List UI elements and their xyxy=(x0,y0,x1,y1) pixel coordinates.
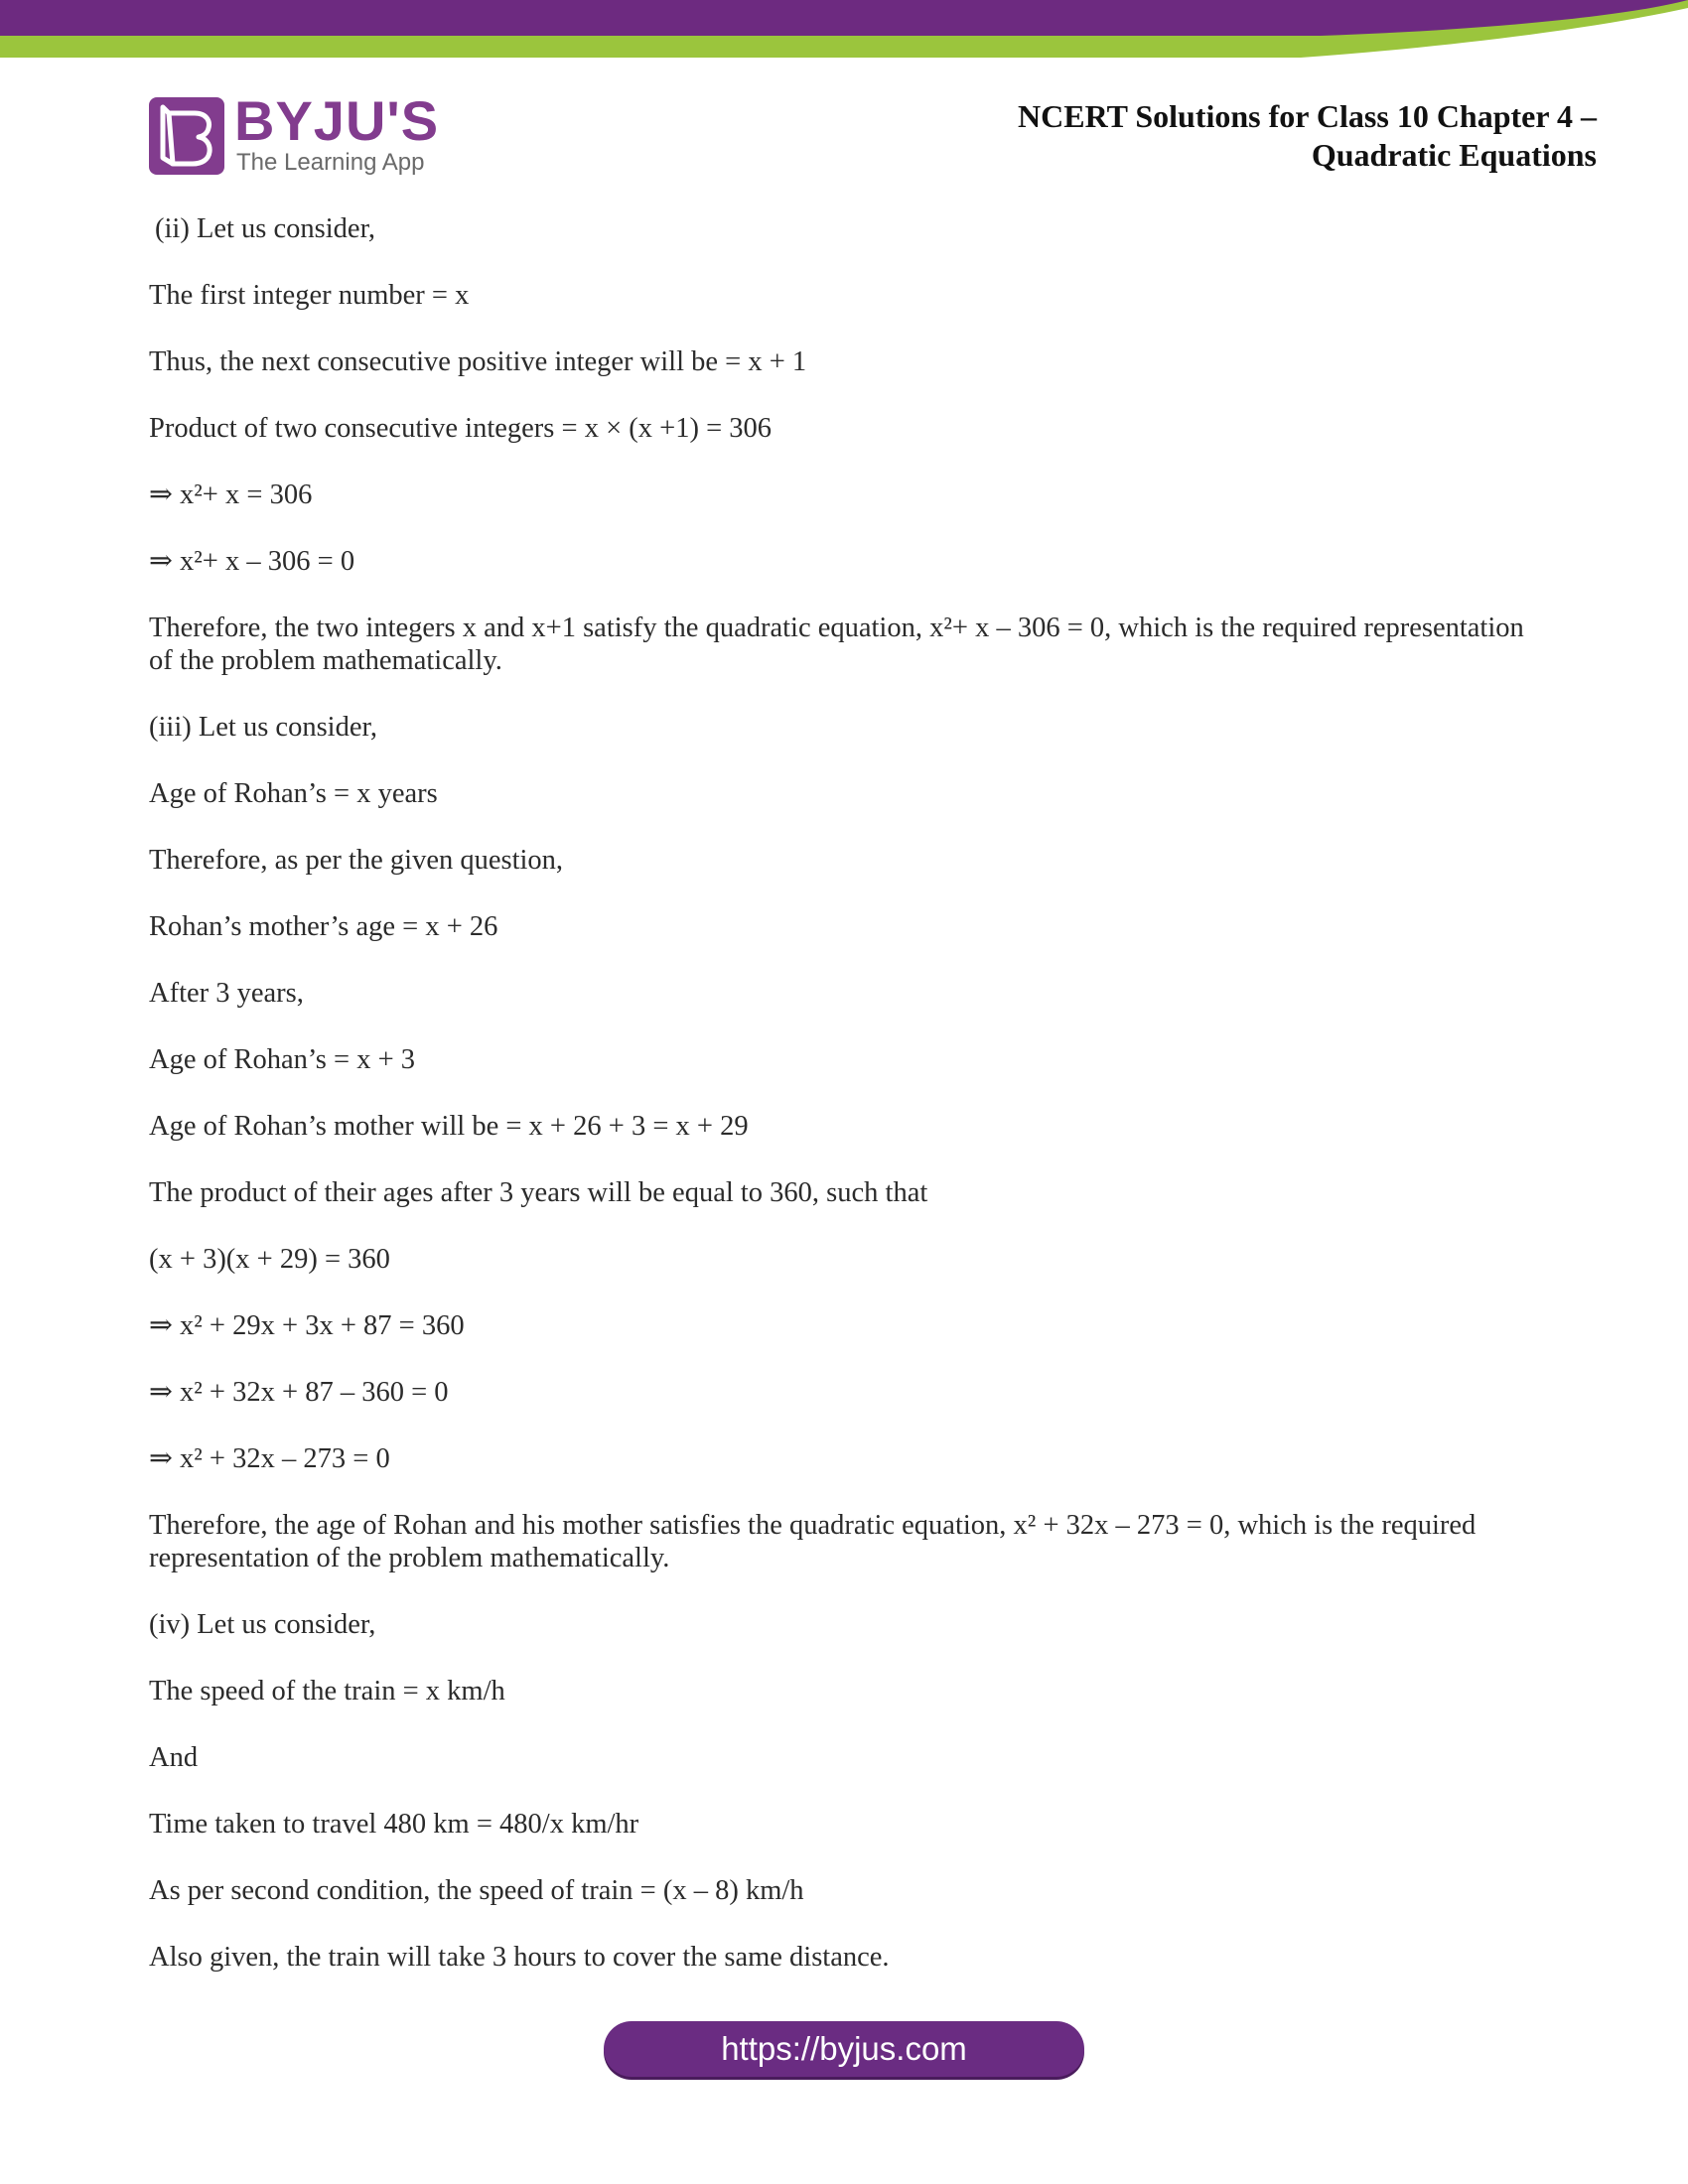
content-line: ⇒ x²+ x = 306 xyxy=(149,479,313,510)
content-line: Rohan’s mother’s age = x + 26 xyxy=(149,911,498,942)
content-line: Also given, the train will take 3 hours to cover the same distance. xyxy=(149,1942,890,1973)
content-line: Age of Rohan’s = x + 3 xyxy=(149,1044,416,1075)
content-line: (iv) Let us consider, xyxy=(149,1609,376,1640)
content-line: ⇒ x²+ x – 306 = 0 xyxy=(149,546,355,577)
top-decorative-band xyxy=(0,0,1688,62)
content-line: ⇒ x² + 32x + 87 – 360 = 0 xyxy=(149,1377,449,1408)
content-line: Thus, the next consecutive positive integer will be = x + 1 xyxy=(149,346,807,377)
footer-website-link[interactable]: https://byjus.com xyxy=(604,2021,1084,2077)
solution-content xyxy=(149,212,1539,2007)
content-line: Time taken to travel 480 km = 480/x km/hr xyxy=(149,1809,639,1840)
byjus-logo[interactable] xyxy=(149,89,440,181)
content-line: Product of two consecutive integers = x × (x +1) = 306 xyxy=(149,413,773,444)
content-line: (x + 3)(x + 29) = 360 xyxy=(149,1244,390,1275)
content-line: Therefore, the two integers x and x+1 satisfy the quadratic equation, x²+ x – 306 = 0, which is the required representation of the problem mathematically. xyxy=(149,613,1524,676)
brand-name: BYJU'S xyxy=(234,89,440,152)
content-line: Therefore, as per the given question, xyxy=(149,845,564,876)
content-line: Age of Rohan’s mother will be = x + 26 + 3 = x + 29 xyxy=(149,1111,749,1142)
content-line: The speed of the train = x km/h xyxy=(149,1676,505,1706)
content-line: And xyxy=(149,1742,199,1773)
content-line: (iii) Let us consider, xyxy=(149,712,377,743)
header-title-line-2: Quadratic Equations xyxy=(1311,137,1597,173)
page-header-title xyxy=(842,97,1597,175)
content-line: (ii) Let us consider, xyxy=(155,213,376,244)
content-line: ⇒ x² + 32x – 273 = 0 xyxy=(149,1443,390,1474)
content-line: Age of Rohan’s = x years xyxy=(149,778,438,809)
content-line: The product of their ages after 3 years will be equal to 360, such that xyxy=(149,1177,928,1208)
content-line: As per second condition, the speed of train = (x – 8) km/h xyxy=(149,1875,804,1906)
brand-tagline: The Learning App xyxy=(236,149,425,176)
logo-b-icon xyxy=(149,97,224,175)
header-title-line-1: NCERT Solutions for Class 10 Chapter 4 – xyxy=(1018,98,1597,134)
content-line: Therefore, the age of Rohan and his mother satisfies the quadratic equation, x² + 32x – 273 = 0, which is the required representation of the problem mathematically. xyxy=(149,1510,1477,1573)
content-line: After 3 years, xyxy=(149,978,304,1009)
content-line: The first integer number = x xyxy=(149,280,470,311)
content-line: ⇒ x² + 29x + 3x + 87 = 360 xyxy=(149,1310,465,1341)
